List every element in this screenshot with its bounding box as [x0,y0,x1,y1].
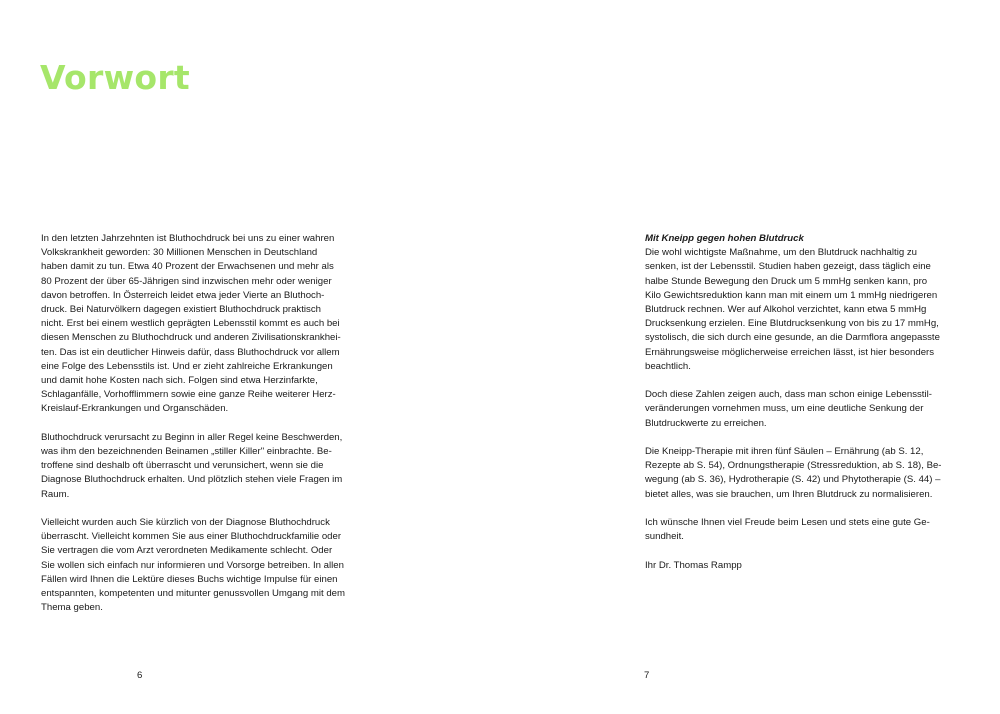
text-line: systolisch, die sich durch eine gesunde, an die Darmflora angepasste [645,332,940,344]
text-line: Drucksenkung erzielen. Eine Blutdrucksenkung von bis zu 17 mmHg, [645,318,939,330]
text-line: Ihr Dr. Thomas Rampp [645,559,742,571]
text-line: Diagnose Bluthochdruck erhalten. Und plötzlich stehen viele Fragen im [41,474,343,486]
text-line: überrascht. Vielleicht kommen Sie aus einer Bluthochdruckfamilie oder [41,531,342,543]
text-line: halbe Stunde Bewegung den Druck um 5 mmHg senken kann, pro [645,275,928,287]
text-line: wegung (ab S. 36), Hydrotherapie (S. 42) und Phytotherapie (S. 44) – [645,474,941,486]
text-line: senken, ist der Lebensstil. Studien haben gezeigt, dass täglich eine [645,261,931,273]
left-page-text [41,232,381,630]
text-line: was ihm den bezeichnenden Beinamen „stiller Killer" einbrachte. Be- [41,446,332,458]
text-line: Kilo Gewichtsreduktion kann man mit einem um 1 mmHg niedrigeren [645,289,938,301]
text-line: Blutdruckwerte zu erreichen. [645,417,767,429]
text-line: Rezepte ab S. 54), Ordnungstherapie (Stressreduktion, ab S. 18), Be- [645,460,942,472]
paragraph [41,232,381,417]
text-line: Bluthochdruck verursacht zu Beginn in aller Regel keine Beschwerden, [41,431,343,443]
paragraph [645,388,975,431]
text-line: In den letzten Jahrzehnten ist Bluthochdruck bei uns zu einer wahren [41,233,335,244]
page-number-left: 6 [137,670,143,681]
text-line: haben damit zu tun. Etwa 40 Prozent der Erwachsenen und mehr als [41,261,334,273]
text-line: Fällen wird Ihnen die Lektüre dieses Buchs wichtige Impulse für einen [41,573,338,585]
section-subheading: Mit Kneipp gegen hohen Blutdruck [645,233,804,244]
text-line: veränderungen vornehmen muss, um eine deutliche Senkung der [645,403,924,415]
text-line: beachtlich. [645,360,691,372]
paragraph [645,559,975,573]
text-line: Vielleicht wurden auch Sie kürzlich von der Diagnose Bluthochdruck [41,517,330,529]
text-line: davon betroffen. In Österreich leidet etwa jeder Vierte an Bluthoch- [41,289,325,301]
text-line: bietet alles, was sie brauchen, um Ihren Blutdruck zu normalisieren. [645,488,933,500]
text-line: eine Folge des Lebensstils ist. Und er zieht zahlreiche Erkrankungen [41,360,333,372]
chapter-title: Vorwort [40,58,190,97]
text-line: Doch diese Zahlen zeigen auch, dass man schon einige Lebensstil- [645,389,932,401]
text-line: druck. Bei Naturvölkern dagegen existiert Bluthochdruck praktisch [41,304,321,316]
text-line: und damit hohe Kosten nach sich. Folgen sind etwa Herzinfarkte, [41,375,318,387]
text-line: sundheit. [645,531,684,543]
paragraph [645,516,975,544]
paragraph [645,445,975,502]
paragraph [41,431,381,502]
text-line: Raum. [41,488,70,500]
text-line: diesen Menschen zu Bluthochdruck und anderen Zivilisationskrankhei- [41,332,341,344]
text-line: 80 Prozent der über 65-Jährigen sind inzwischen mehr oder weniger [41,275,332,287]
text-line: entspannten, kompetenten und mitunter genussvollen Umgang mit dem [41,588,345,600]
paragraph [41,516,381,615]
page-number-right: 7 [644,670,650,681]
text-line: Volkskrankheit geworden: 30 Millionen Menschen in Deutschland [41,247,318,259]
text-line: Sie vertragen die vom Arzt verordneten Medikamente schlecht. Oder [41,545,333,557]
text-line: ten. Das ist ein deutlicher Hinweis dafür, dass Bluthochdruck vor allem [41,346,340,358]
text-line: nicht. Erst bei einem westlich geprägten Lebensstil kommt es auch bei [41,318,340,330]
text-line: Sie wollen sich einfach nur informieren und Vorsorge betreiben. In allen [41,559,344,571]
text-line: Blutdruck rechnen. Wer auf Alkohol verzichtet, kann etwa 5 mmHg [645,304,927,316]
text-line: Kreislauf-Erkrankungen und Organschäden. [41,403,229,415]
text-line: Ich wünsche Ihnen viel Freude beim Lesen und stets eine gute Ge- [645,517,930,529]
text-line: Die wohl wichtigste Maßnahme, um den Blutdruck nachhaltig zu [645,247,917,259]
right-page-text [645,232,975,587]
text-line: Die Kneipp-Therapie mit ihren fünf Säulen – Ernährung (ab S. 12, [645,446,924,458]
text-line: Ernährungsweise möglicherweise erreichen lässt, ist hier besonders [645,346,935,358]
paragraph [645,246,975,374]
text-line: troffene sind deshalb oft überrascht und verunsichert, wenn sie die [41,460,324,472]
text-line: Thema geben. [41,602,103,614]
text-line: Schlaganfälle, Vorhofflimmern sowie eine ganze Reihe weiterer Herz- [41,389,336,401]
